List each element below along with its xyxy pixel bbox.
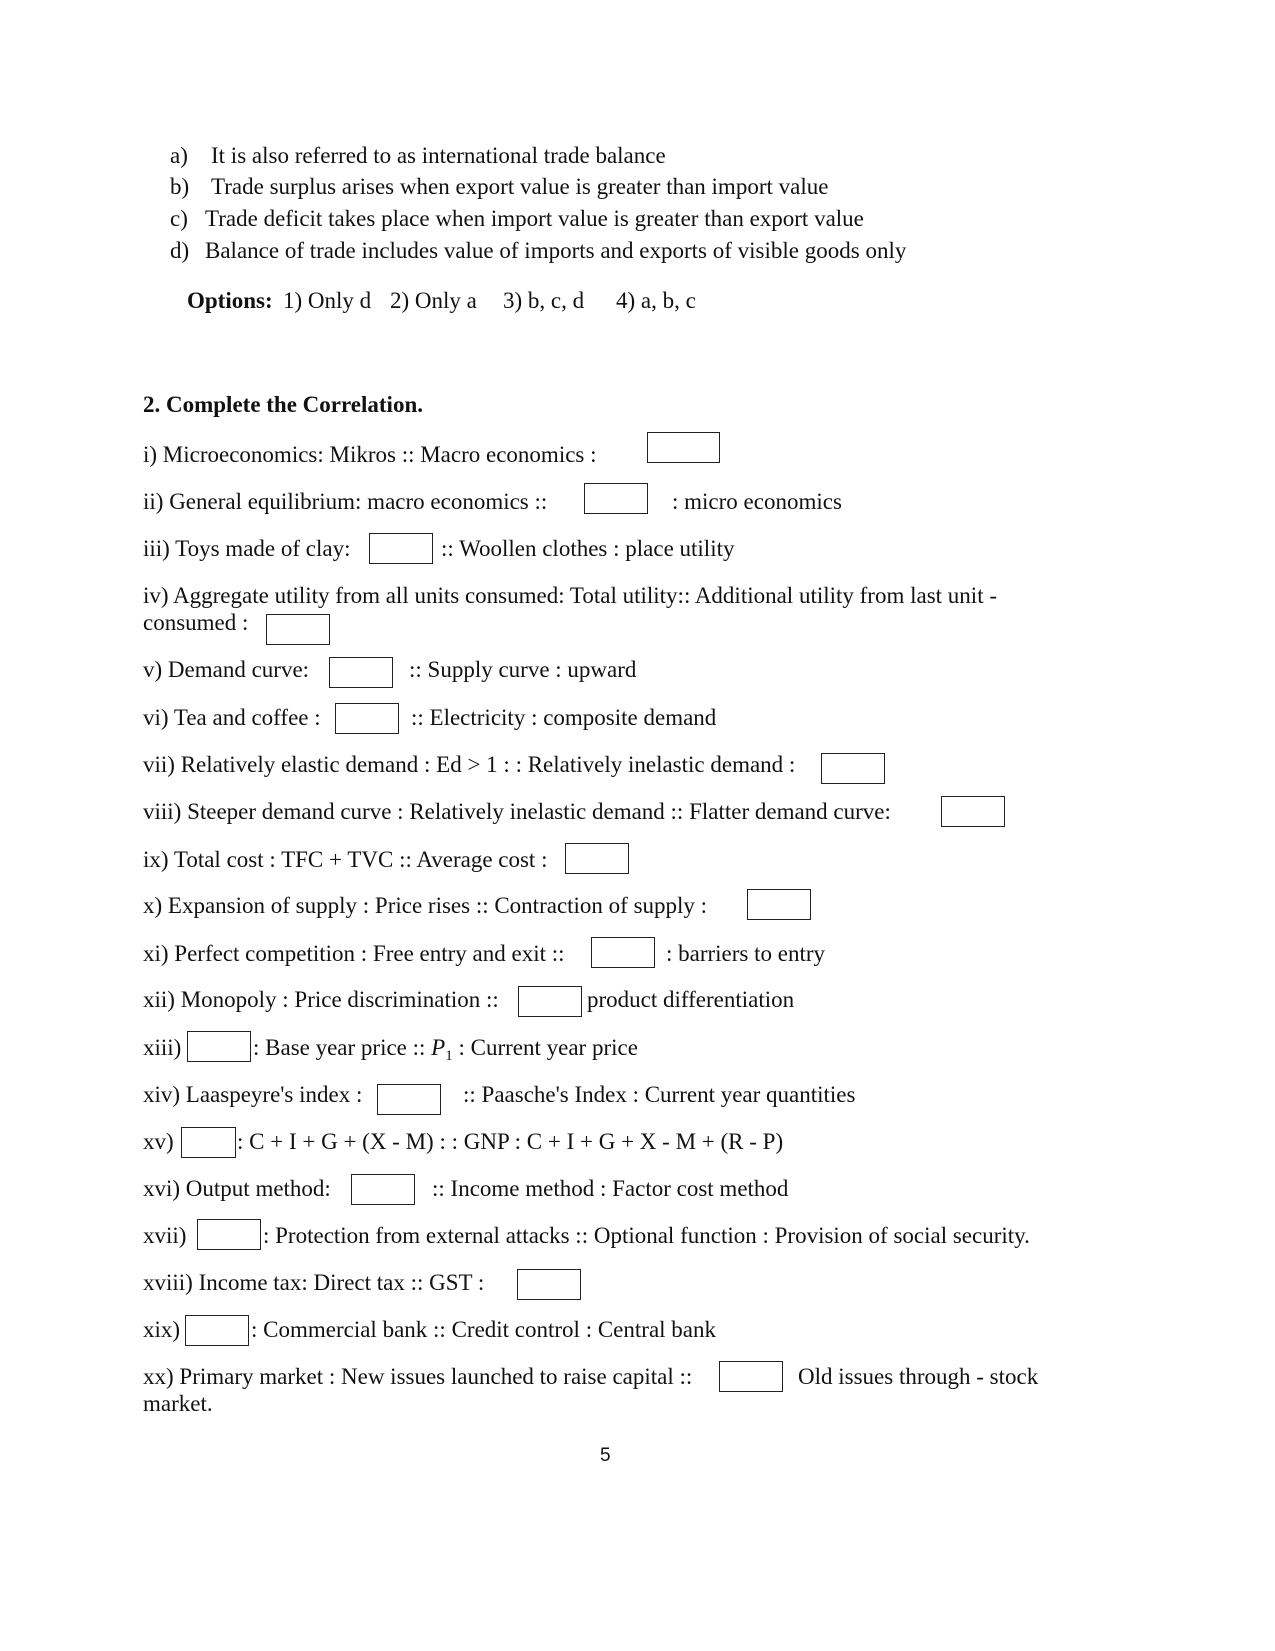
correlation-item-14: xiv) Laaspeyre's index : <box>143 1082 363 1107</box>
correlation-item-19-end: : Commercial bank :: Credit control : Central bank <box>251 1317 716 1342</box>
correlation-item-19: xix) <box>143 1317 181 1342</box>
correlation-item-5: v) Demand curve: <box>143 657 310 682</box>
statement-letter: c) <box>170 206 188 231</box>
option-3: 3) b, c, d <box>503 288 585 313</box>
correlation-item-11-end: : barriers to entry <box>666 941 826 966</box>
correlation-item-12: xii) Monopoly : Price discrimination :: <box>143 987 499 1012</box>
answer-box-11[interactable] <box>591 937 655 968</box>
answer-box-17[interactable] <box>197 1219 261 1250</box>
correlation-item-18: xviii) Income tax: Direct tax :: GST : <box>143 1270 485 1295</box>
statement-text: Trade surplus arises when export value is greater than import value <box>211 174 829 199</box>
answer-box-12[interactable] <box>518 986 582 1017</box>
correlation-item-8: viii) Steeper demand curve : Relatively inelastic demand :: Flatter demand curve: <box>143 799 891 824</box>
base-year-text: : Base year price :: <box>253 1035 426 1060</box>
statement-text: It is also referred to as international trade balance <box>211 143 666 168</box>
answer-box-16[interactable] <box>351 1174 415 1205</box>
correlation-item-4: iv) Aggregate utility from all units consumed: Total utility:: Additional utility from last unit - <box>143 583 997 608</box>
correlation-item-20-cont: market. <box>143 1391 213 1416</box>
price-symbol: P <box>431 1035 446 1060</box>
statement-letter: d) <box>170 238 190 263</box>
correlation-item-16: xvi) Output method: <box>143 1176 331 1201</box>
answer-box-1[interactable] <box>647 432 720 463</box>
correlation-item-5-end: :: Supply curve : upward <box>409 657 637 682</box>
answer-box-3[interactable] <box>369 533 433 564</box>
correlation-item-17-end: : Protection from external attacks :: Optional function : Provision of social security. <box>263 1223 1030 1248</box>
statement-text: Trade deficit takes place when import value is greater than export value <box>205 206 864 231</box>
answer-box-7[interactable] <box>821 753 885 784</box>
answer-box-5[interactable] <box>329 657 393 688</box>
section-heading: 2. Complete the Correlation. <box>143 392 423 417</box>
correlation-item-13-mid <box>253 1034 638 1070</box>
answer-box-9[interactable] <box>565 843 629 874</box>
correlation-item-2-end: : micro economics <box>672 489 842 514</box>
answer-box-10[interactable] <box>747 889 811 920</box>
correlation-item-9: ix) Total cost : TFC + TVC :: Average cost : <box>143 847 548 872</box>
answer-box-4[interactable] <box>266 614 330 645</box>
answer-box-13[interactable] <box>187 1031 251 1062</box>
answer-box-2[interactable] <box>584 483 648 514</box>
correlation-item-12-end: product differentiation <box>587 987 795 1012</box>
correlation-item-6-end: :: Electricity : composite demand <box>411 705 717 730</box>
statement-letter: b) <box>170 174 190 199</box>
correlation-item-10: x) Expansion of supply : Price rises :: Contraction of supply : <box>143 893 708 918</box>
correlation-item-4-cont: consumed : <box>143 610 249 635</box>
correlation-item-16-end: :: Income method : Factor cost method <box>432 1176 789 1201</box>
correlation-item-17: xvii) <box>143 1223 187 1248</box>
correlation-item-3-end: :: Woollen clothes : place utility <box>441 536 735 561</box>
options-label: Options: <box>187 288 273 313</box>
statement-text: Balance of trade includes value of imports and exports of visible goods only <box>205 238 907 263</box>
answer-box-18[interactable] <box>517 1269 581 1300</box>
answer-box-20[interactable] <box>719 1361 783 1392</box>
option-4: 4) a, b, c <box>616 288 696 313</box>
option-2: 2) Only a <box>390 288 477 313</box>
correlation-item-7: vii) Relatively elastic demand : Ed > 1 : : Relatively inelastic demand : <box>143 752 796 777</box>
correlation-item-14-end: :: Paasche's Index : Current year quantities <box>463 1082 856 1107</box>
price-subscript: 1 <box>445 1048 453 1064</box>
correlation-item-20-end: Old issues through - stock <box>798 1364 1039 1389</box>
correlation-item-20: xx) Primary market : New issues launched to raise capital :: <box>143 1364 693 1389</box>
correlation-item-6: vi) Tea and coffee : <box>143 705 321 730</box>
answer-box-6[interactable] <box>335 703 399 734</box>
correlation-item-3: iii) Toys made of clay: <box>143 536 351 561</box>
correlation-item-15: xv) <box>143 1129 174 1154</box>
correlation-item-11: xi) Perfect competition : Free entry and exit :: <box>143 941 565 966</box>
option-1: 1) Only d <box>283 288 372 313</box>
correlation-item-15-end: : C + I + G + (X - M) : : GNP : C + I + G + X - M + (R - P) <box>237 1129 784 1154</box>
answer-box-8[interactable] <box>941 796 1005 827</box>
statement-letter: a) <box>170 143 188 168</box>
correlation-item-13: xiii) <box>143 1035 182 1060</box>
answer-box-14[interactable] <box>377 1084 441 1115</box>
current-year-text: : Current year price <box>458 1035 638 1060</box>
correlation-item-2: ii) General equilibrium: macro economics :: <box>143 489 548 514</box>
correlation-item-1: i) Microeconomics: Mikros :: Macro economics : <box>143 442 597 467</box>
page-number: 5 <box>600 1445 611 1466</box>
answer-box-19[interactable] <box>185 1315 249 1346</box>
answer-box-15[interactable] <box>181 1127 236 1158</box>
